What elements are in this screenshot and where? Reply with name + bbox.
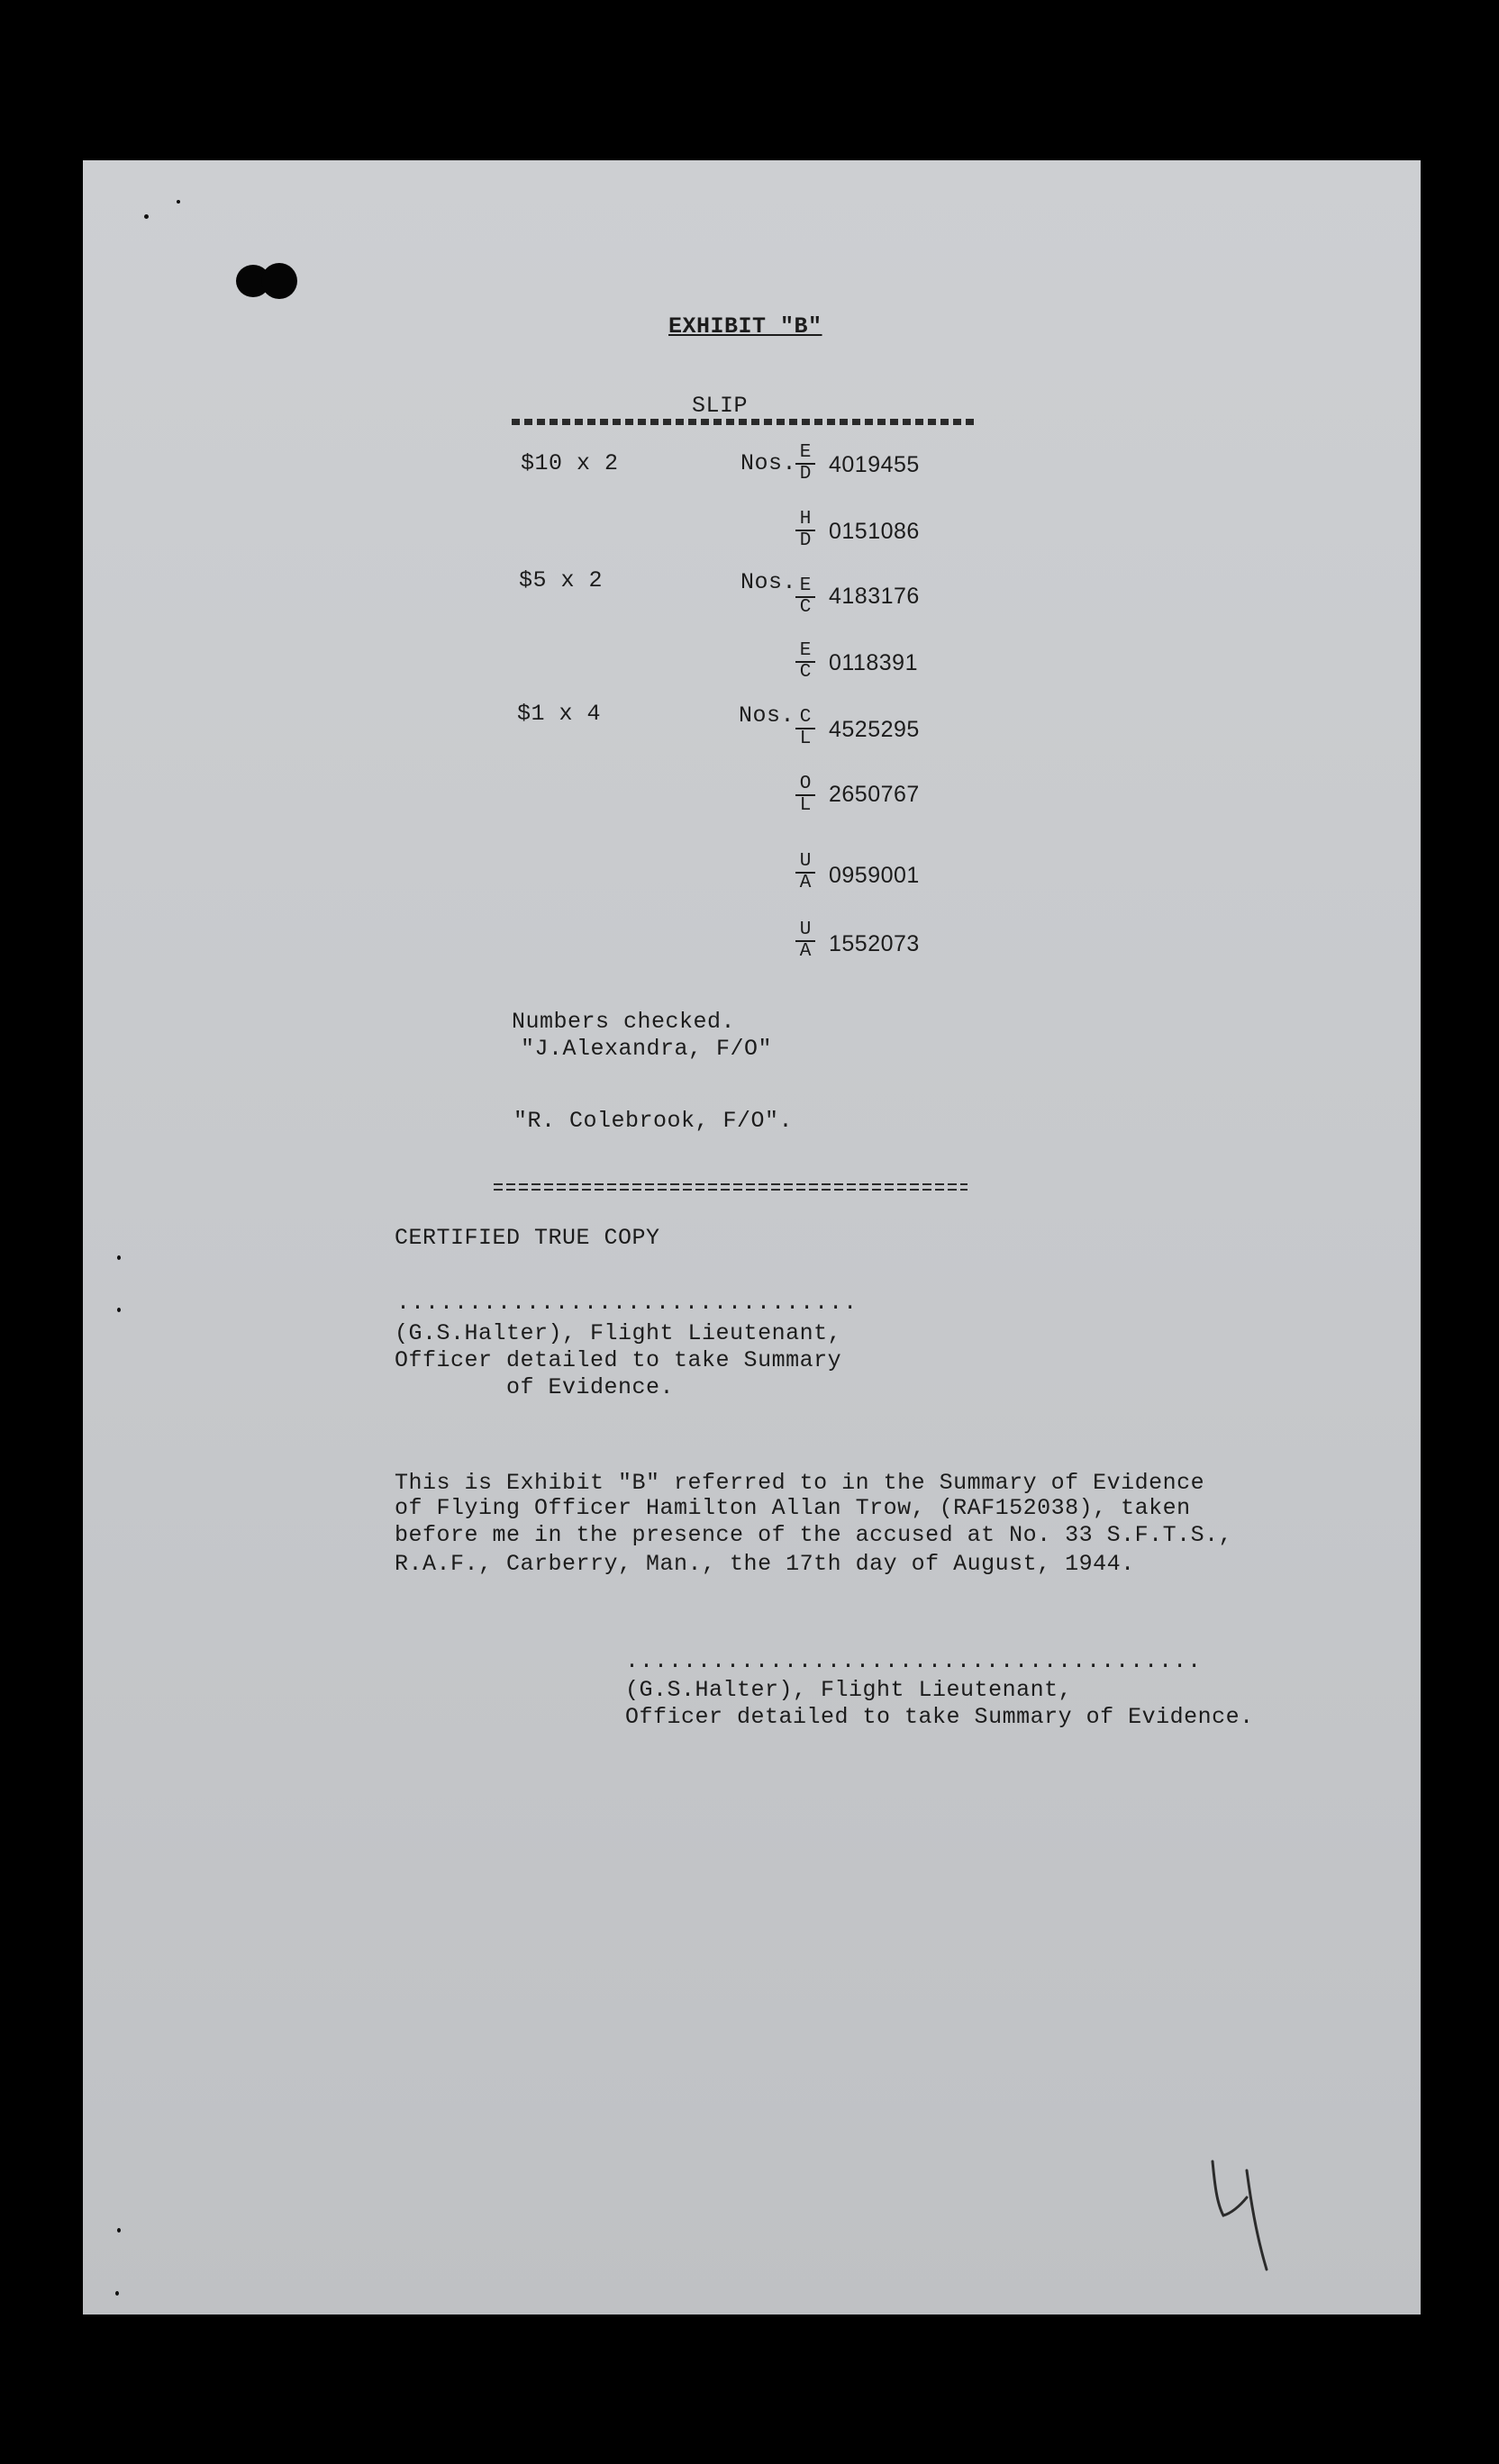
statement-line: This is Exhibit "B" referred to in the Summary of Evidence: [395, 1470, 1205, 1496]
serial-prefix: $\frac{E}{C}$: [795, 641, 815, 683]
signatory-title: of Evidence.: [506, 1374, 675, 1400]
statement-line: before me in the presence of the accused at No. 33 S.F.T.S.,: [395, 1522, 1233, 1548]
document-page: [83, 160, 1421, 2315]
denomination-10: $10 x 2: [521, 450, 619, 476]
denomination-5: $5 x 2: [519, 567, 604, 593]
serial-number: 0959001: [829, 863, 920, 888]
signatory-title: Officer detailed to take Summary of Evidence.: [625, 1704, 1254, 1730]
serial-number: 4019455: [829, 452, 920, 477]
serial-number: 4525295: [829, 717, 920, 742]
signature-line: ........................................: [625, 1648, 1203, 1674]
speck: [177, 200, 180, 204]
speck: [117, 2228, 121, 2233]
serial-prefix: $\frac{O}{L}$: [795, 775, 815, 816]
serial-prefix: $\frac{E}{D}$: [795, 443, 815, 485]
nos-label: Nos.: [740, 569, 797, 595]
serial-number: 0118391: [829, 650, 918, 675]
speck: [117, 1255, 121, 1260]
serial-number: 0151086: [829, 519, 920, 544]
handwritten-page-number: [1204, 2152, 1285, 2278]
signature-line: ................................: [396, 1290, 859, 1316]
statement-line: R.A.F., Carberry, Man., the 17th day of August, 1944.: [395, 1551, 1135, 1577]
serial-number: 1552073: [829, 931, 920, 956]
nos-label: Nos.: [739, 702, 795, 729]
serial-prefix: $\frac{E}{C}$: [795, 576, 815, 618]
speck: [115, 2291, 119, 2296]
serial-prefix: $\frac{U}{A}$: [795, 920, 815, 962]
denomination-1: $1 x 4: [517, 701, 602, 727]
nos-label: Nos.: [740, 450, 797, 476]
speck: [117, 1308, 121, 1312]
signatory-name: (G.S.Halter), Flight Lieutenant,: [395, 1320, 842, 1346]
numbers-checked: Numbers checked.: [512, 1009, 736, 1035]
signatory-name: (G.S.Halter), Flight Lieutenant,: [625, 1677, 1073, 1703]
checker-1: "J.Alexandra, F/O": [521, 1036, 773, 1062]
checker-2: "R. Colebrook, F/O".: [513, 1108, 794, 1134]
serial-prefix: $\frac{U}{A}$: [795, 852, 815, 893]
speck: [144, 214, 149, 219]
slip-heading: SLIP: [692, 393, 749, 419]
statement-line: of Flying Officer Hamilton Allan Trow, (RAF152038), taken: [395, 1495, 1191, 1521]
slip-rule: [512, 419, 978, 425]
serial-prefix: $\frac{H}{D}$: [795, 510, 815, 551]
serial-number: 2650767: [829, 782, 920, 807]
serial-prefix: $\frac{C}{L}$: [795, 708, 815, 749]
serial-number: 4183176: [829, 584, 920, 609]
closing-rule: [494, 1183, 968, 1191]
signatory-title: Officer detailed to take Summary: [395, 1347, 842, 1373]
certified-true-copy: CERTIFIED TRUE COPY: [395, 1225, 660, 1251]
punch-hole-mark: [261, 263, 297, 299]
exhibit-title: EXHIBIT "B": [668, 313, 822, 340]
